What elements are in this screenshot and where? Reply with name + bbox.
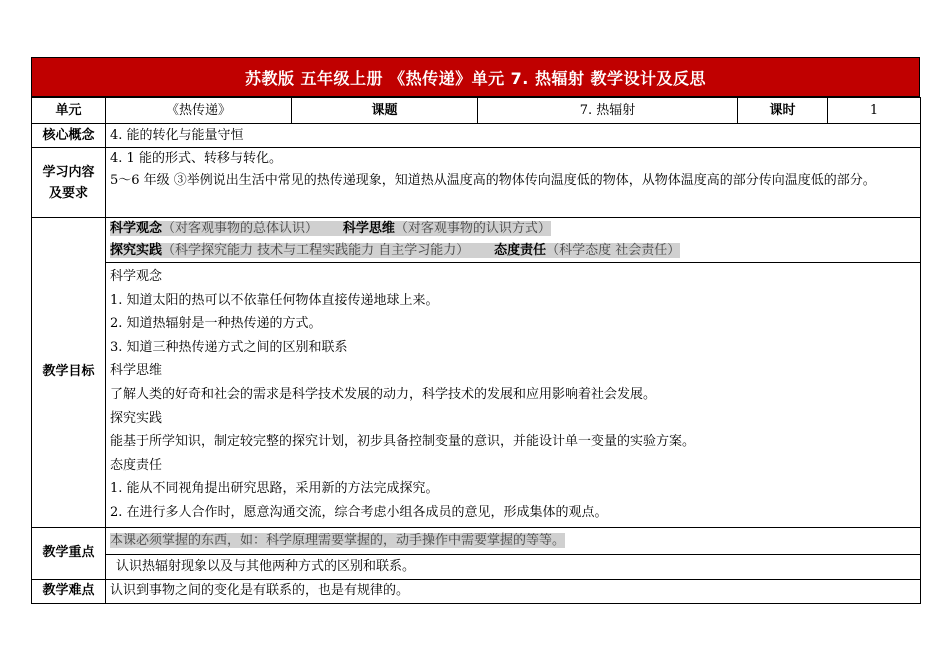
difficulties-value: 认识到事物之间的变化是有联系的，也是有规律的。 bbox=[106, 579, 921, 603]
difficulties-row bbox=[32, 579, 921, 603]
key-points-label: 教学重点 bbox=[32, 527, 106, 579]
core-concept-label: 核心概念 bbox=[32, 124, 106, 148]
key-points-value: 认识热辐射现象以及与其他两种方式的区别和联系。 bbox=[116, 558, 416, 574]
goal-item: 1. 能从不同视角提出研究思路，采用新的方法完成探究。 bbox=[110, 481, 439, 497]
goal-item: 科学观念 bbox=[110, 269, 163, 284]
goal-category-2: 探究实践（科学探究能力 技术与工程实践能力 自主学习能力） 态度责任（科学态度 社会责任） bbox=[110, 243, 681, 258]
lesson-value: 7. 热辐射 bbox=[478, 98, 738, 124]
learning-content-label bbox=[32, 148, 106, 218]
key-points-row bbox=[32, 527, 921, 579]
goal-item: 科学思维 bbox=[110, 363, 163, 379]
goal-items bbox=[106, 263, 920, 527]
goal-item: 了解人类的好奇和社会的需求是科学技术发展的动力，科学技术的发展和应用影响着社会发展。 bbox=[110, 386, 657, 402]
document-title: 苏教版 五年级上册 《热传递》单元 7. 热辐射 教学设计及反思 bbox=[31, 57, 920, 97]
teaching-goals-label: 教学目标 bbox=[32, 218, 106, 528]
learning-content-label-line2: 及要求 bbox=[48, 185, 88, 201]
goal-category-1: 科学观念（对客观事物的总体认识） 科学思维（对客观事物的认识方式） bbox=[110, 221, 551, 236]
learning-content-line: 5～6 年级 ③举例说出生活中常见的热传递现象，知道热从温度高的物体传向温度低的物体，从物体温度高的部分传向温度低的部分。 bbox=[110, 173, 876, 188]
teaching-goals-cell bbox=[106, 218, 921, 528]
learning-content-line: 4. 1 能的形式、转移与转化。 bbox=[110, 151, 282, 166]
lesson-plan-table bbox=[31, 97, 921, 604]
goal-item: 1. 知道太阳的热可以不依靠任何物体直接传递地球上来。 bbox=[110, 292, 439, 308]
goal-item: 能基于所学知识，制定较完整的探究计划，初步具备控制变量的意识，并能设计单一变量的实验方案。 bbox=[110, 434, 696, 450]
header-row bbox=[32, 98, 921, 124]
lesson-plan-sheet bbox=[31, 57, 920, 604]
core-concept-row bbox=[32, 124, 921, 148]
learning-content-cell bbox=[106, 148, 921, 218]
key-points-cell bbox=[106, 527, 921, 579]
difficulties-label: 教学难点 bbox=[32, 579, 106, 603]
core-concept-value: 4. 能的转化与能量守恒 bbox=[106, 124, 921, 148]
goal-categories bbox=[106, 218, 920, 263]
goal-item: 探究实践 bbox=[110, 410, 163, 426]
key-points-hint: 本课必须掌握的东西，如：科学原理需要掌握的，动手操作中需要掌握的等等。 bbox=[110, 532, 566, 548]
learning-content-row bbox=[32, 148, 921, 218]
goal-item: 态度责任 bbox=[110, 457, 163, 473]
period-label: 课时 bbox=[738, 98, 828, 124]
period-value: 1 bbox=[828, 98, 921, 124]
unit-value: 《热传递》 bbox=[106, 98, 292, 124]
teaching-goals-row bbox=[32, 218, 921, 528]
unit-label: 单元 bbox=[32, 98, 106, 124]
goal-item: 2. 在进行多人合作时，愿意沟通交流，综合考虑小组各成员的意见，形成集体的观点。 bbox=[110, 504, 608, 520]
goal-item: 3. 知道三种热传递方式之间的区别和联系 bbox=[110, 339, 348, 355]
goal-item: 2. 知道热辐射是一种热传递的方式。 bbox=[110, 316, 322, 332]
learning-content-label-line1: 学习内容 bbox=[42, 164, 95, 180]
lesson-label: 课题 bbox=[292, 98, 478, 124]
